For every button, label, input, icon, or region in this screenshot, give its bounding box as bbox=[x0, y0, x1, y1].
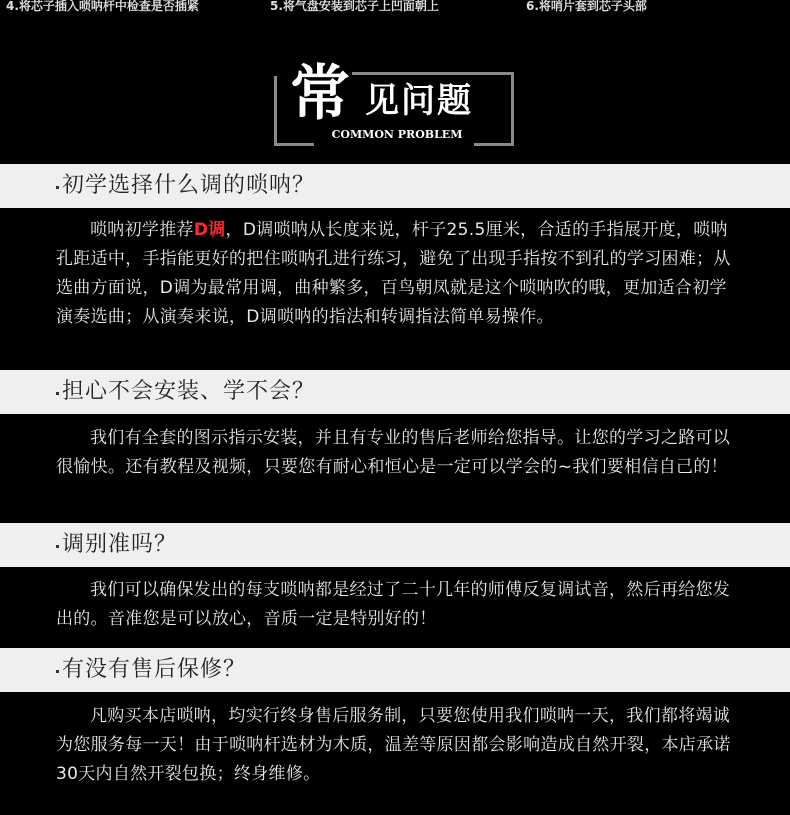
answer-text: 凡购买本店唢呐，均实行终身售后服务制，只要您使用我们唢呐一天，我们都将竭诚为您服务每一天！由于唢呐杆选材为木质，温差等原因都会影响造成自然开裂，本店承诺30天内自然开裂包换；终身维修。 bbox=[56, 706, 731, 784]
answer-text: 我们可以确保发出的每支唢呐都是经过了二十几年的师傅反复调试音，然后再给您发出的。音准您是可以放心，音质一定是特别好的！ bbox=[56, 580, 731, 629]
answer-text-pre: 唢呐初学推荐 bbox=[90, 220, 194, 240]
answer-highlight: D调 bbox=[193, 220, 226, 240]
answer-text: 我们有全套的图示指示安装，并且有专业的售后老师给您指导。让您的学习之路可以很愉快。还有教程及视频，只要您有耐心和恒心是一定可以学会的~我们要相信自己的！ bbox=[56, 428, 731, 477]
faq-question-2 bbox=[0, 370, 790, 414]
faq-answer-1 bbox=[56, 216, 736, 332]
title-subtitle: COMMON PROBLEM bbox=[331, 128, 463, 141]
faq-answer-2 bbox=[56, 424, 736, 482]
step-6-caption: 6.将哨片套到芯子头部 bbox=[526, 0, 647, 13]
question-text: 担心不会安装、学不会？ bbox=[62, 379, 316, 404]
title-big-char: 常 bbox=[290, 59, 350, 129]
question-text: 调别准吗？ bbox=[62, 532, 178, 557]
step-5-caption: 5.将气盘安装到芯子上凹面朝上 bbox=[270, 0, 439, 13]
bullet-dot bbox=[56, 545, 59, 548]
faq-header bbox=[0, 16, 790, 163]
faq-question-1 bbox=[0, 164, 790, 208]
faq-question-4 bbox=[0, 648, 790, 692]
bullet-dot bbox=[56, 392, 59, 395]
bullet-dot bbox=[56, 186, 59, 189]
step-4-caption: 4.将芯子插入唢呐杆中检查是否插紧 bbox=[6, 0, 199, 13]
faq-answer-3 bbox=[56, 576, 736, 634]
bullet-dot bbox=[56, 670, 59, 673]
title-text: 见问题 bbox=[365, 81, 473, 121]
question-text: 有没有售后保修？ bbox=[62, 657, 247, 682]
question-text: 初学选择什么调的唢呐？ bbox=[62, 173, 316, 198]
faq-answer-4 bbox=[56, 702, 736, 789]
faq-question-3 bbox=[0, 523, 790, 567]
top-instruction-strip bbox=[0, 0, 790, 16]
answer-text-post: ，D调唢呐从长度来说，杆子25.5厘米，合适的手指展开度，唢呐孔距适中，手指能更好的把住唢呐孔进行练习，避免了出现手指按不到孔的学习困难；从选曲方面说，D调为最常用调，曲种繁多，百鸟朝凤就是这个唢呐吹的哦，更加适合初学演奏选曲；从演奏来说，D调唢呐的指法和转调指法简单易操作。 bbox=[56, 220, 731, 327]
